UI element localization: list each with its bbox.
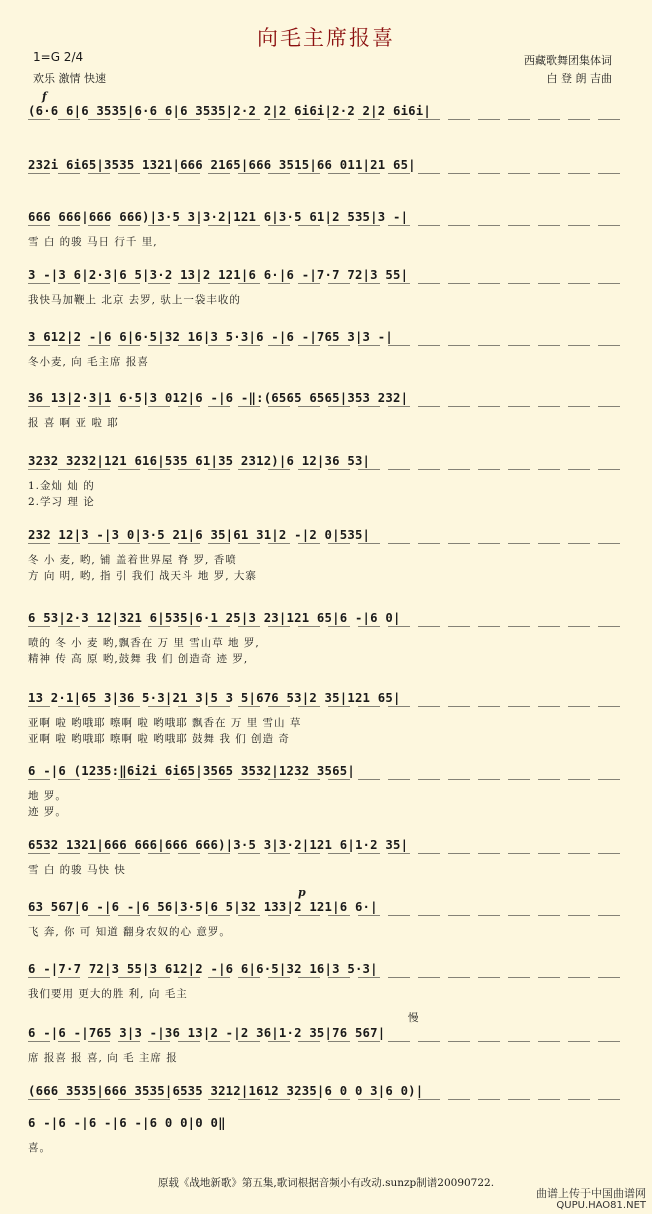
underline-beams [28, 283, 622, 284]
key-signature: 1=G 2/4 [33, 50, 84, 64]
watermark-line1: 曲谱上传于中国曲谱网 [536, 1187, 646, 1200]
lyrics-line-verse2: 亚啊 啦 哟哦耶 嚓啊 啦 哟哦耶 鼓舞 我 们 创造 奇 [28, 733, 290, 745]
lyrics-line: 1.金灿 灿 的 [28, 480, 95, 492]
notes-line: (666 3535|666 3535|6535 3212|1612 3235|6 0 0 3|6 0)| [28, 1084, 424, 1098]
underline-beams [28, 119, 622, 120]
notes-line: 232i 6i65|3535 1321|666 2165|666 3515|66 011|21 65| [28, 158, 416, 172]
underline-beams [28, 626, 622, 627]
underline-beams [28, 706, 622, 707]
lyrics-line: 喷的 冬 小 麦 哟,飘香在 万 里 雪山草 地 罗, [28, 637, 260, 649]
underline-beams [28, 1099, 622, 1100]
lyrics-line: 冬 小 麦, 哟, 铺 盖着世界屋 脊 罗, 香喷 [28, 554, 237, 566]
underline-beams [28, 543, 622, 544]
notes-line: (6·6 6|6 3535|6·6 6|6 3535|2·2 2|2 6i6i|2·2 2|2 6i6i| [28, 104, 431, 118]
notes-line: 6 -|6 -|6 -|6 -|6 0 0|0 0‖ [28, 1116, 226, 1130]
notes-line: 6532 1321|666 666|666 666)|3·5 3|3·2|121 6|1·2 35| [28, 838, 409, 852]
lyrics-line-verse2: 方 向 明, 哟, 指 引 我们 战天斗 地 罗, 大寨 [28, 570, 257, 582]
notes-line: 666 666|666 666)|3·5 3|3·2|121 6|3·5 61|2 535|3 -| [28, 210, 409, 224]
lyrics-line: 我快马加鞭上 北京 去罗, 驮上一袋丰收的 [28, 294, 241, 306]
notes-line: 6 53|2·3 12|321 6|535|6·1 25|3 23|121 65|6 -|6 0| [28, 611, 401, 625]
notes-line: 6 -|6 -|765 3|3 -|36 13|2 -|2 36|1·2 35|76 567| [28, 1026, 386, 1040]
notes-line: 36 13|2·3|1 6·5|3 012|6 -|6 -‖:(6565 6565|353 232| [28, 391, 409, 405]
underline-beams [28, 1041, 622, 1042]
underline-beams [28, 406, 622, 407]
notes-line: 6 -|7·7 72|3 55|3 612|2 -|6 6|6·5|32 16|3 5·3| [28, 962, 378, 976]
watermark-line2: QUPU.HAO81.NET [556, 1200, 646, 1211]
source-note: 原载《战地新歌》第五集,歌词根据音频小有改动.sunzp制谱20090722. [157, 1177, 495, 1189]
lyrics-line: 我们要用 更大的胜 利, 向 毛主 [28, 988, 188, 1000]
lyrics-line: 冬小麦, 向 毛主席 报喜 [28, 356, 149, 368]
notes-line: 6 -|6 (1235:‖6i2i 6i65|3565 3532|1232 3565| [28, 764, 355, 778]
lyricist-credit: 西藏歌舞团集体词 [524, 54, 612, 67]
tempo-marking: 欢乐 激情 快速 [33, 72, 106, 85]
underline-beams [28, 915, 622, 916]
lyrics-line: 雪 白 的骏 马快 快 [28, 864, 126, 876]
lyrics-line: 席 报喜 报 喜, 向 毛 主席 报 [28, 1052, 178, 1064]
composer-credit: 白 登 朗 吉曲 [546, 72, 612, 85]
underline-beams [28, 173, 622, 174]
lyrics-line: 喜。 [28, 1142, 51, 1154]
underline-beams [28, 345, 622, 346]
lyrics-line: 地 罗。 [28, 790, 67, 802]
notes-line: 232 12|3 -|3 0|3·5 21|6 35|61 31|2 -|2 0|535| [28, 528, 371, 542]
lyrics-line: 亚啊 啦 哟哦耶 嚓啊 啦 哟哦耶 飘香在 万 里 雪山 草 [28, 717, 302, 729]
underline-beams [28, 779, 622, 780]
lyrics-line-verse2: 迹 罗。 [28, 806, 67, 818]
underline-beams [28, 853, 622, 854]
song-title: 向毛主席报喜 [257, 26, 395, 50]
lyrics-line: 报 喜 啊 亚 啦 耶 [28, 417, 119, 429]
dynamic-piano: p [298, 886, 306, 899]
underline-beams [28, 977, 622, 978]
notes-line: 3 -|3 6|2·3|6 5|3·2 13|2 121|6 6·|6 -|7·7 72|3 55| [28, 268, 409, 282]
lyrics-line-verse2: 精神 传 高 原 哟,鼓舞 我 们 创造奇 迹 罗, [28, 653, 249, 665]
notes-line: 63 567|6 -|6 -|6 56|3·5|6 5|32 133|2 121|6 6·| [28, 900, 378, 914]
lyrics-line-verse2: 2.学习 理 论 [28, 496, 95, 508]
underline-beams [28, 225, 622, 226]
lyrics-line: 雪 白 的骏 马日 行千 里, [28, 236, 158, 248]
notes-line: 13 2·1|65 3|36 5·3|21 3|5 3 5|676 53|2 35|121 65| [28, 691, 401, 705]
lyrics-line: 飞 奔, 你 可 知道 翻身农奴的心 意罗。 [28, 926, 231, 938]
notes-line: 3 612|2 -|6 6|6·5|32 16|3 5·3|6 -|6 -|765 3|3 -| [28, 330, 393, 344]
underline-beams [28, 469, 622, 470]
watermark [536, 1188, 646, 1212]
dynamic-forte: f [42, 90, 47, 103]
notes-line: 3232 3232|121 616|535 61|35 2312)|6 12|36 53| [28, 454, 371, 468]
tempo-change-mark: 慢 [408, 1012, 419, 1024]
